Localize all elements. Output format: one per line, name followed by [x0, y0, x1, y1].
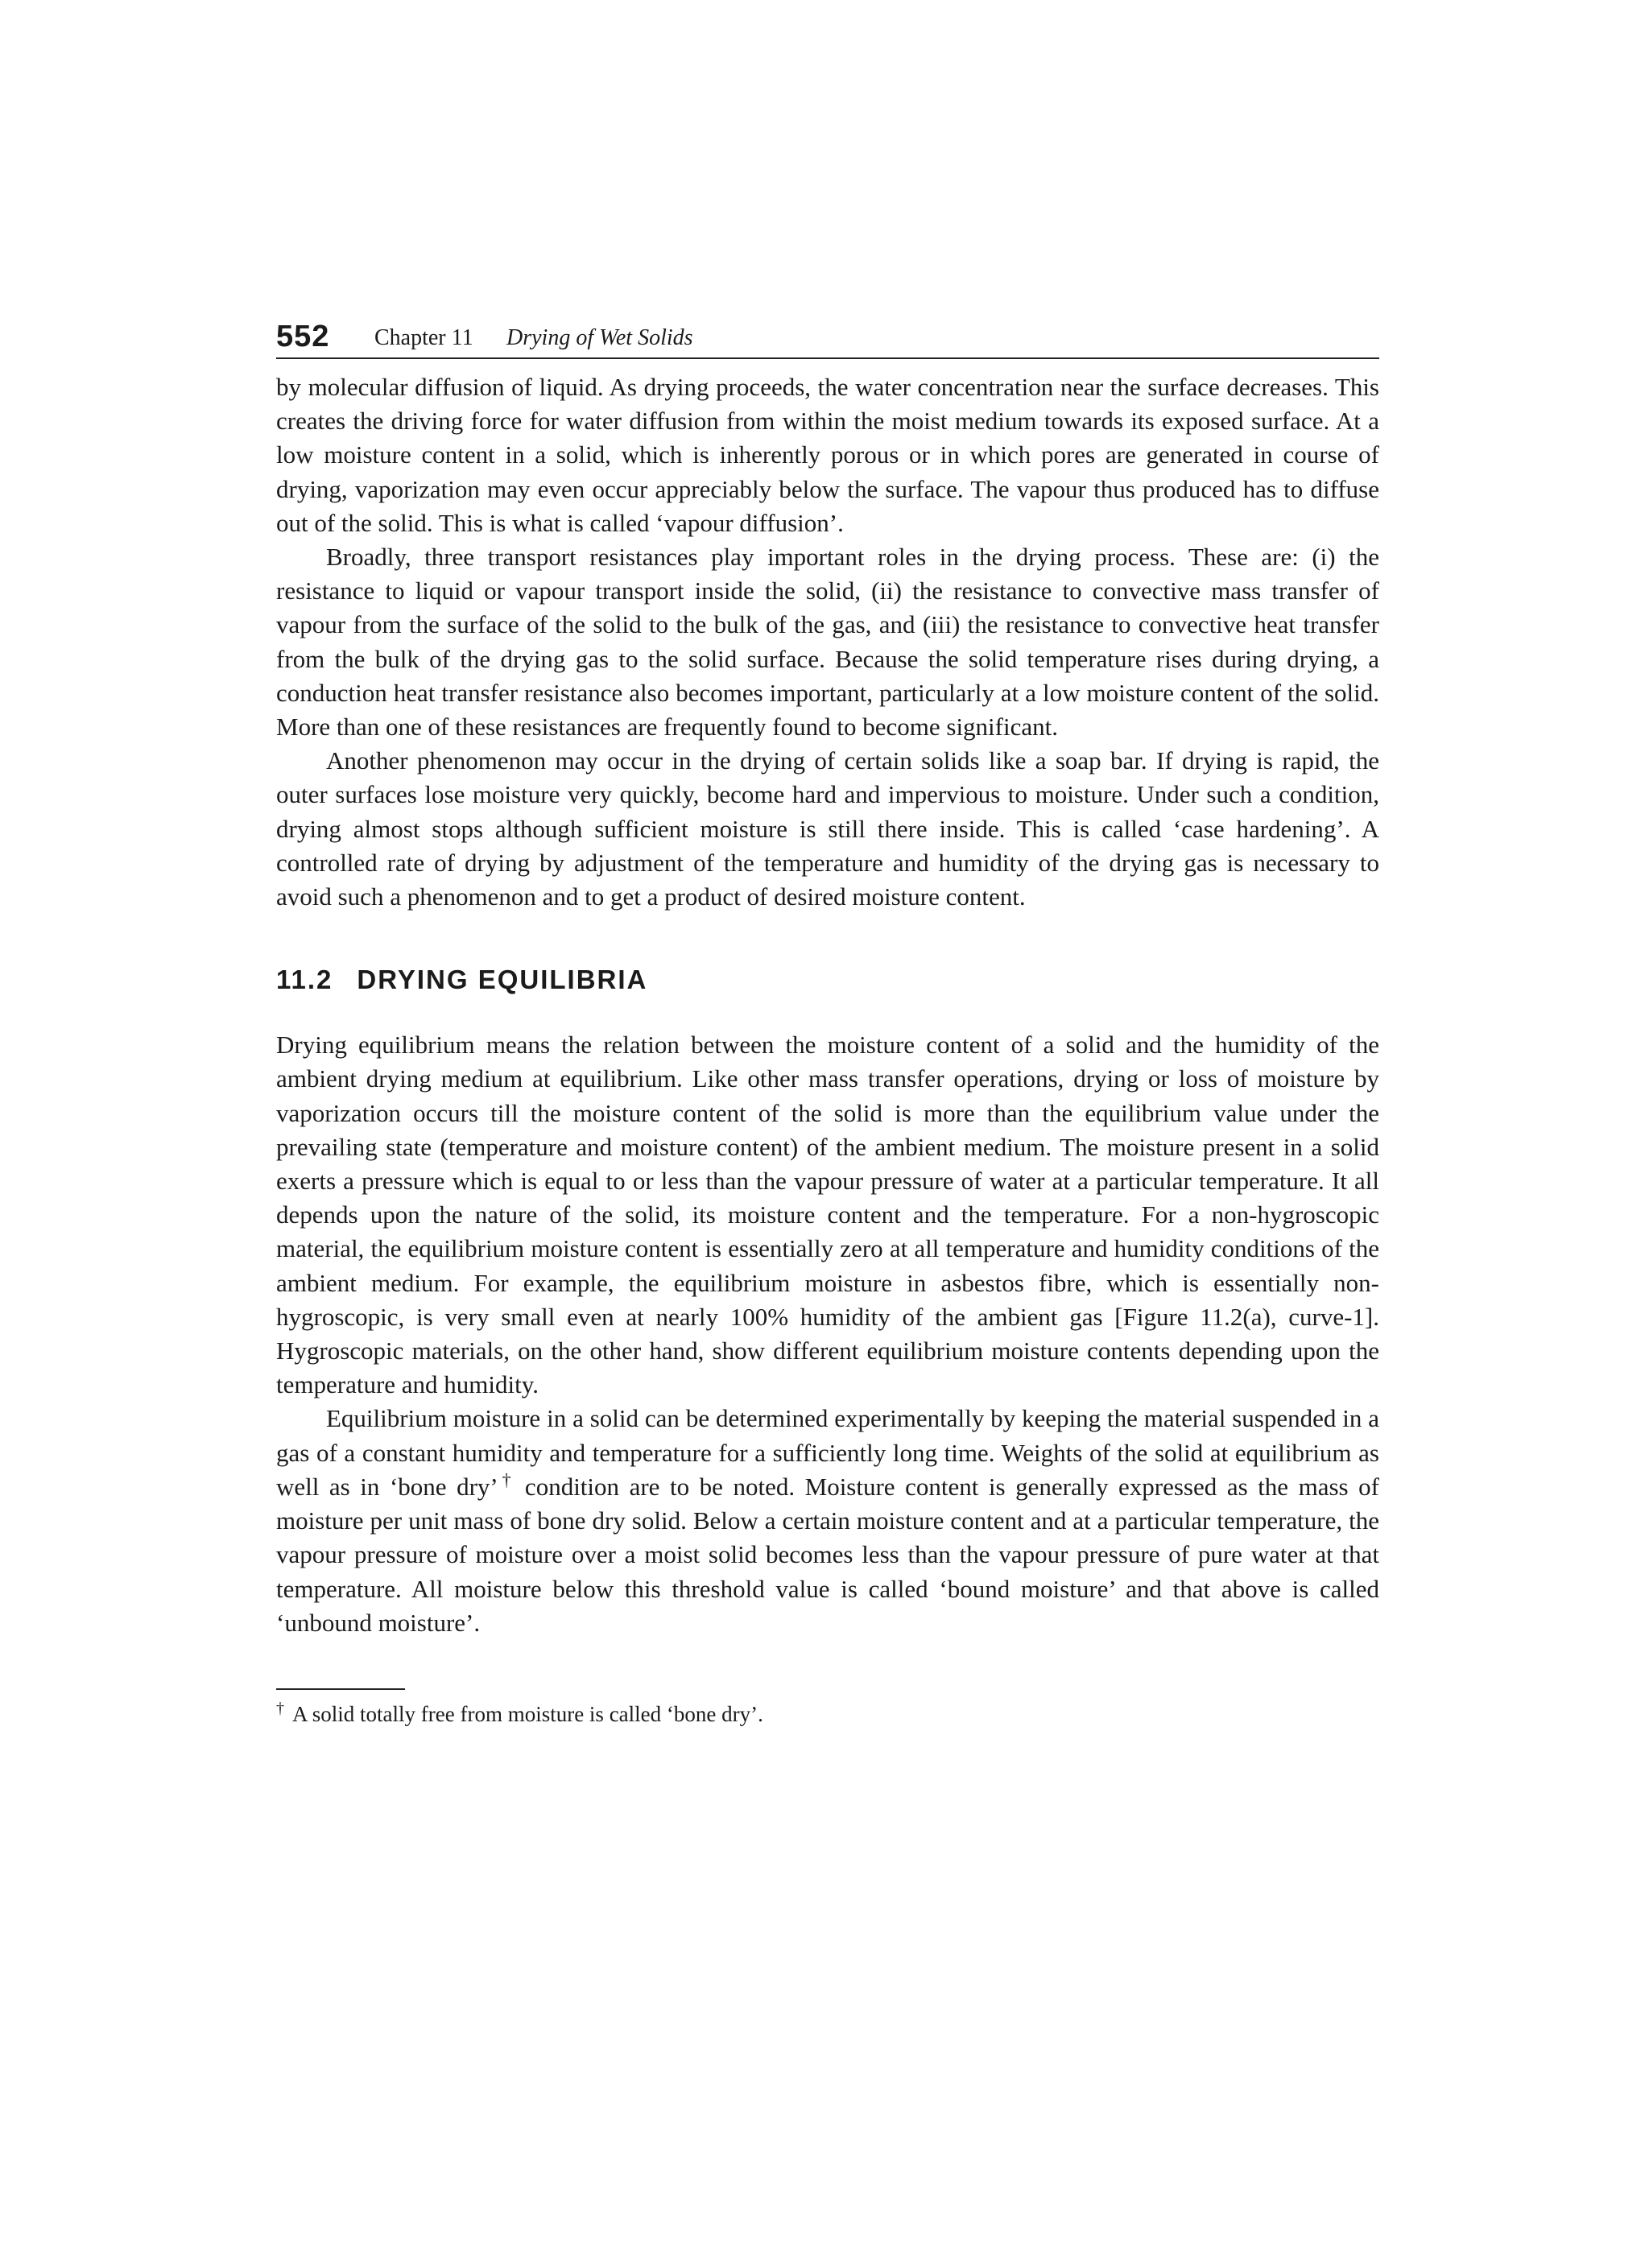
book-page — [276, 316, 1379, 1729]
footnote-mark: † — [276, 1699, 284, 1717]
chapter-label: Chapter 11 — [374, 325, 473, 350]
footnote-reference-mark: † — [498, 1469, 515, 1490]
section-number: 11.2 — [276, 965, 333, 995]
section-heading — [276, 964, 1379, 996]
footnote-text: A solid totally free from moisture is called ‘bone dry’. — [292, 1701, 763, 1726]
paragraph-text-part-2: condition are to be noted. Moisture content is generally expressed as the mass of moisture per unit mass of bone dry solid. Below a certain moisture content and at a particular temperature, the vapour pressure of moisture over a moist solid becomes less than the vapour pressure of pure water at that temperature. All moisture below this threshold value is called ‘bound moisture’ and that above is called ‘unbound moisture’. — [276, 1472, 1379, 1637]
footnote — [276, 1700, 1379, 1729]
paragraph-equilibrium-moisture — [276, 1402, 1379, 1639]
paragraph-case-hardening: Another phenomenon may occur in the drying of certain solids like a soap bar. If drying is rapid, the outer surfaces lose moisture very quickly, become hard and impervious to moisture. Under such a condition, drying almost stops although sufficient moisture is still there inside. This is called ‘case hardening’. A controlled rate of drying by adjustment of the temperature and humidity of the drying gas is necessary to avoid such a phenomenon and to get a product of desired moisture content. — [276, 746, 1379, 911]
page-number: 552 — [276, 320, 330, 353]
paragraph-transport-resistances: Broadly, three transport resistances play important roles in the drying process. These are: (i) the resistance to liquid or vapour transport inside the solid, (ii) the resistance to convective mass transfer of vapour from the surface of the solid to the bulk of the gas, and (iii) the resistance to convective heat transfer from the bulk of the drying gas to the solid surface. Because the solid temperature rises during drying, a conduction heat transfer resistance also becomes important, particularly at a low moisture content of the solid. More than one of these resistances are frequently found to become significant. — [276, 543, 1379, 742]
chapter-title: Drying of Wet Solids — [506, 325, 693, 350]
section-title: DRYING EQUILIBRIA — [357, 965, 648, 995]
paragraph-drying-equilibrium: Drying equilibrium means the relation between the moisture content of a solid and the humidity of the ambient drying medium at equilibrium. Like other mass transfer operations, drying or loss of moisture by vaporization occurs till the moisture content of the solid is more than the equilibrium value under the prevailing state (temperature and moisture content) of the ambient medium. The moisture present in a solid exerts a pressure which is equal to or less than the vapour pressure of water at a particular temperature. It all depends upon the nature of the solid, its moisture content and the temperature. For a non-hygroscopic material, the equilibrium moisture content is essentially zero at all temperature and humidity conditions of the ambient medium. For example, the equilibrium moisture in asbestos fibre, which is essentially non-hygroscopic, is very small even at nearly 100% humidity of the ambient gas [Figure 11.2(a), curve-1]. Hygroscopic materials, on the other hand, show different equilibrium moisture contents depending upon the temperature and humidity. — [276, 1031, 1379, 1399]
footnote-divider — [276, 1688, 405, 1690]
paragraph-text-part-1: Equilibrium moisture in a solid can be determined experimentally by keeping the material suspended in a gas of a constant humidity and temperature for a sufficiently long time. Weights of the solid at equilibrium as well as in ‘bone dry’ — [276, 1404, 1379, 1501]
paragraph-molecular-diffusion: by molecular diffusion of liquid. As drying proceeds, the water concentration near the surface decreases. This creates the driving force for water diffusion from within the moist medium towards its exposed surface. At a low moisture content in a solid, which is inherently porous or in which pores are generated in course of drying, vaporization may even occur appreciably below the surface. The vapour thus produced has to diffuse out of the solid. This is what is called ‘vapour diffusion’. — [276, 373, 1379, 537]
running-header — [276, 316, 1379, 359]
